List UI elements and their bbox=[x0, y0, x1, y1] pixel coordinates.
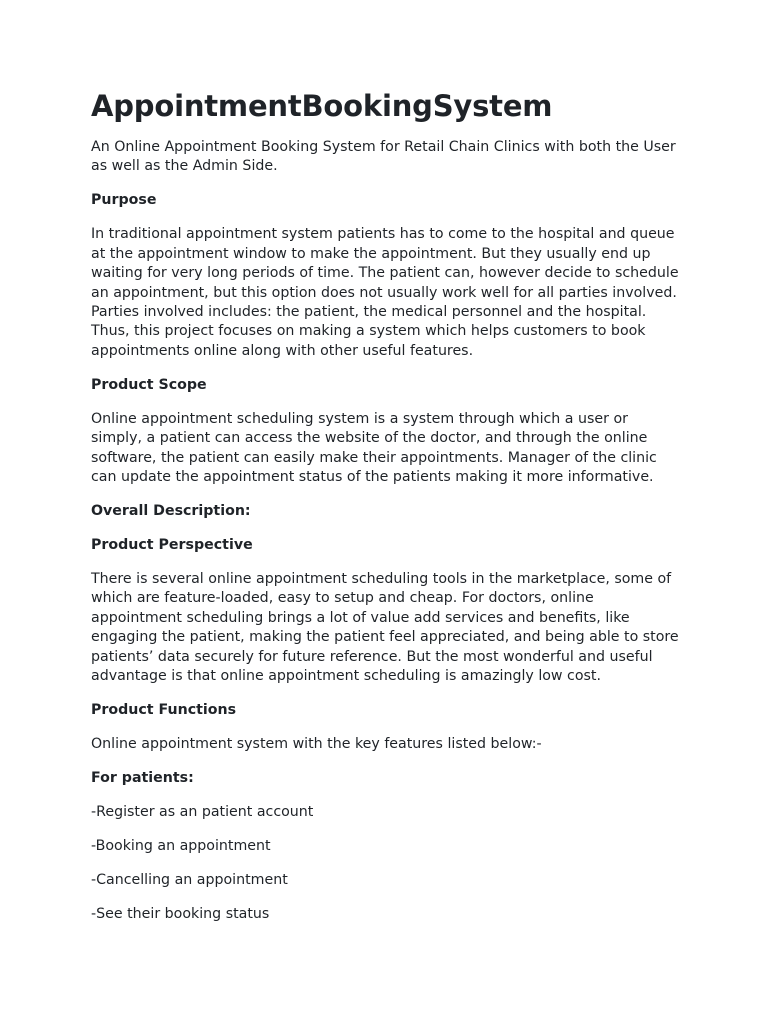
list-item: -Cancelling an appointment bbox=[91, 872, 288, 889]
scope-paragraph: Online appointment scheduling system is a system through which a user or simply, a patient can access the website of the doctor, and through the online software, the patient can easily make their appointments. Manager of the clinic can update the appointment status of the patients making it more informative. bbox=[91, 410, 657, 486]
document-title: AppointmentBookingSystem bbox=[91, 89, 553, 123]
list-item: -Register as an patient account bbox=[91, 804, 314, 821]
list-item: -Booking an appointment bbox=[91, 838, 271, 855]
patients-heading: For patients: bbox=[91, 770, 194, 787]
functions-paragraph: Online appointment system with the key features listed below:- bbox=[91, 736, 542, 753]
purpose-paragraph: In traditional appointment system patients has to come to the hospital and queue at the appointment window to make the appointment. But they usually end up waiting for very long periods of time. The patient can, however decide to schedule an appointment, but this option does not usually work well for all parties involved. Parties involved includes: the patient, the medical personnel and the hospital. Thus, this project focuses on making a system which helps customers to book appointments online along with other useful features. bbox=[91, 226, 679, 359]
overall-description-heading: Overall Description: bbox=[91, 503, 251, 520]
list-item: -See their booking status bbox=[91, 906, 270, 923]
intro-paragraph: An Online Appointment Booking System for Retail Chain Clinics with both the User as well as the Admin Side. bbox=[91, 139, 676, 175]
functions-heading: Product Functions bbox=[91, 702, 237, 719]
perspective-paragraph: There is several online appointment scheduling tools in the marketplace, some of which are feature-loaded, easy to setup and cheap. For doctors, online appointment scheduling brings a lot of value add services and benefits, like engaging the patient, making the patient feel appreciated, and being able to store patients’ data securely for future reference. But the most wonderful and useful advantage is that online appointment scheduling is amazingly low cost. bbox=[91, 571, 679, 685]
document-page bbox=[91, 86, 681, 939]
purpose-heading: Purpose bbox=[91, 192, 157, 209]
perspective-heading: Product Perspective bbox=[91, 537, 253, 554]
scope-heading: Product Scope bbox=[91, 376, 207, 393]
